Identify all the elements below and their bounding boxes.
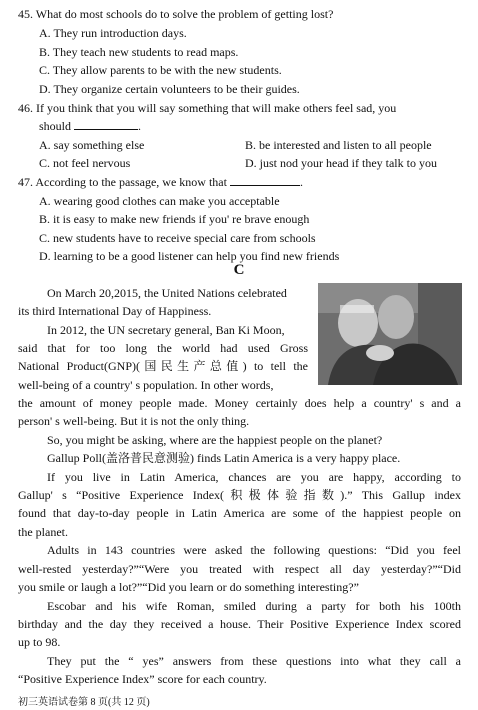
question-47-option-a: A. wearing good clothes can make you acceptable: [39, 194, 280, 208]
passage-p5-line1: If you live in Latin America, chances are you are happy, according to: [47, 470, 461, 484]
passage-p8-line2: “Positive Experience Index” score for each country.: [18, 672, 267, 686]
passage-p8-line1: They put the “ yes” answers from these questions into what they call a: [47, 654, 461, 668]
question-45-option-d: D. They organize certain volunteers to be their guides.: [39, 82, 300, 96]
passage-p3: So, you might be asking, where are the happiest people on the planet?: [47, 433, 383, 447]
passage-p2-line2: said that for too long the world had used Gross: [18, 341, 308, 355]
passage-p6-line1: Adults in 143 countries were asked the following questions: “Did you feel: [47, 543, 461, 557]
question-46-stem-continued: should .: [39, 119, 142, 133]
passage-p2-line4: well-being of a country' s population. In other words,: [18, 378, 274, 392]
question-47-stem: 47. According to the passage, we know that .: [18, 175, 303, 189]
question-45-stem: 45. What do most schools do to solve the problem of getting lost?: [18, 7, 334, 21]
passage-p7-line1: Escobar and his wife Roman, smiled during a party for both his 100th: [47, 599, 461, 613]
question-45-option-b: B. They teach new students to read maps.: [39, 45, 239, 59]
passage-p4: Gallup Poll(盖洛普民意测验) finds Latin America is a very happy place.: [47, 451, 401, 465]
question-46-stem-text: should: [39, 119, 72, 133]
question-47-option-d: D. learning to be a good listener can help you find new friends: [39, 249, 340, 263]
page-footer: 初三英语试卷第 8 页(共 12 页): [18, 697, 150, 708]
passage-p6-line3: you smile or laugh a lot?”“Did you learn or do something interesting?”: [18, 580, 359, 594]
passage-p6-line2: well-rested yesterday?”“Were you treated with respect all day yesterday?”“Did: [18, 562, 461, 576]
passage-p5-line2: Gallup' s “Positive Experience Index(积极体验指数).” This Gallup index: [18, 488, 461, 502]
question-46-stem: 46. If you think that you will say something that will make others feel sad, you: [18, 101, 397, 115]
passage-p5-line3: found that day-to-day people in Latin America are some of the happiest people on: [18, 506, 461, 520]
answer-blank: [74, 118, 138, 130]
passage-p2-line3: National Product(GNP)(国民生产总值) to tell the: [18, 359, 308, 373]
question-46-option-b: B. be interested and listen to all people: [245, 138, 432, 152]
passage-p2-line6: person' s well-being. But it is not the only thing.: [18, 414, 250, 428]
passage-p2-line5: the amount of money people made. Money certainly does help a country' s and a: [18, 396, 461, 410]
passage-p1-line2: its third International Day of Happiness.: [18, 304, 212, 318]
question-45-option-c: C. They allow parents to be with the new students.: [39, 63, 282, 77]
passage-p1-line1: On March 20,2015, the United Nations celebrated: [47, 286, 287, 300]
question-46-option-a: A. say something else: [39, 138, 145, 152]
passage-p7-line3: up to 98.: [18, 635, 61, 649]
answer-blank: [230, 174, 300, 186]
section-heading: C: [233, 262, 245, 278]
passage-p2-line1: In 2012, the UN secretary general, Ban Ki Moon,: [47, 323, 285, 337]
question-47-stem-text: 47. According to the passage, we know that: [18, 175, 227, 189]
question-47-option-b: B. it is easy to make new friends if you' re brave enough: [39, 212, 310, 226]
question-47-option-c: C. new students have to receive special care from schools: [39, 231, 316, 245]
question-46-option-c: C. not feel nervous: [39, 156, 131, 170]
question-45-option-a: A. They run introduction days.: [39, 26, 187, 40]
elderly-couple-photo: [318, 283, 462, 385]
passage-p5-line4: the planet.: [18, 525, 68, 539]
passage-p7-line2: birthday and the day they received a house. Their Positive Experience Index scored: [18, 617, 461, 631]
question-46-option-d: D. just nod your head if they talk to you: [245, 156, 437, 170]
